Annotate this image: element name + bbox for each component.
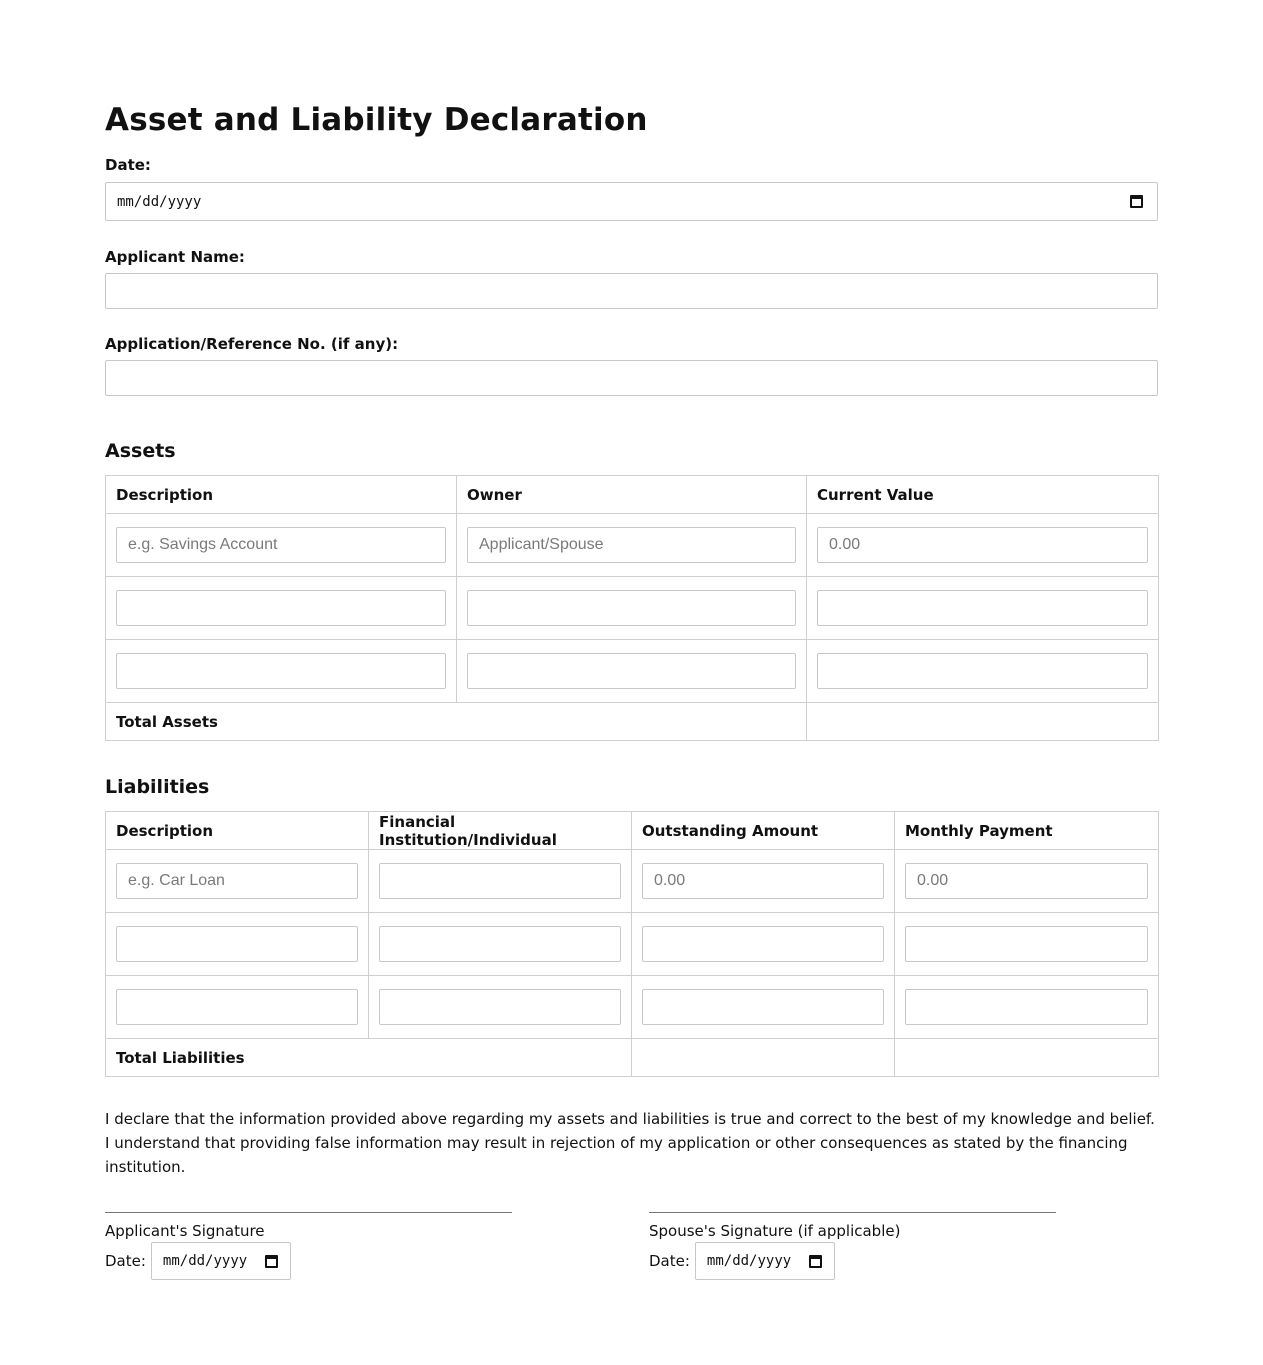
- table-row: [106, 850, 1159, 913]
- assets-header-row: [106, 476, 1159, 514]
- liabilities-total-row: [106, 1039, 1159, 1077]
- liability-description-input[interactable]: [116, 989, 358, 1025]
- applicant-date-placeholder: mm/dd/yyyy: [162, 1253, 248, 1269]
- reference-label: Application/Reference No. (if any):: [105, 335, 399, 353]
- table-cell: [457, 577, 807, 640]
- date-placeholder: mm/dd/yyyy: [117, 193, 202, 210]
- spouse-date-placeholder: mm/dd/yyyy: [706, 1253, 792, 1269]
- calendar-icon[interactable]: [265, 1255, 278, 1268]
- asset-value-input[interactable]: [817, 590, 1148, 626]
- assets-total-row: [106, 703, 1159, 741]
- asset-description-input[interactable]: [116, 590, 446, 626]
- calendar-icon[interactable]: [809, 1255, 822, 1268]
- liability-description-input[interactable]: e.g. Car Loan: [116, 863, 358, 899]
- table-cell: [106, 976, 369, 1039]
- date-input[interactable]: [105, 182, 1158, 221]
- applicant-name-input[interactable]: [105, 273, 1158, 309]
- spouse-signature-date-row: [649, 1242, 1056, 1280]
- page-title: Asset and Liability Declaration: [105, 102, 648, 138]
- table-cell: [457, 514, 807, 577]
- liabilities-title: Liabilities: [105, 776, 210, 798]
- total-monthly-value: [895, 1039, 1159, 1077]
- liabilities-table: [105, 811, 1159, 1077]
- table-row: [106, 913, 1159, 976]
- total-outstanding-value: [632, 1039, 895, 1077]
- asset-owner-input[interactable]: [467, 653, 796, 689]
- assets-table: [105, 475, 1159, 741]
- table-cell: [632, 850, 895, 913]
- asset-owner-input[interactable]: [467, 590, 796, 626]
- liability-description-input[interactable]: [116, 926, 358, 962]
- table-row: [106, 640, 1159, 703]
- table-cell: [895, 976, 1159, 1039]
- table-cell: [369, 976, 632, 1039]
- liabilities-header-institution: Financial Institution/Individual: [369, 812, 632, 850]
- assets-header-description: Description: [106, 476, 457, 514]
- total-assets-label: Total Assets: [106, 703, 807, 741]
- form-container: [105, 98, 1158, 1179]
- total-assets-value: [807, 703, 1159, 741]
- table-cell: [457, 640, 807, 703]
- reference-input[interactable]: [105, 360, 1158, 396]
- spouse-signature-line[interactable]: [649, 1212, 1056, 1213]
- table-cell: [369, 850, 632, 913]
- asset-value-input[interactable]: [817, 653, 1148, 689]
- liability-institution-input[interactable]: [379, 863, 621, 899]
- table-cell: [895, 913, 1159, 976]
- assets-title: Assets: [105, 440, 176, 462]
- assets-header-current-value: Current Value: [807, 476, 1159, 514]
- total-liabilities-label: Total Liabilities: [106, 1039, 632, 1077]
- liabilities-header-description: Description: [106, 812, 369, 850]
- liabilities-header-outstanding: Outstanding Amount: [632, 812, 895, 850]
- table-cell: [369, 913, 632, 976]
- spouse-date-label: Date:: [649, 1252, 690, 1270]
- table-cell: [106, 913, 369, 976]
- applicant-signature-line[interactable]: [105, 1212, 512, 1213]
- spouse-date-input[interactable]: [695, 1242, 835, 1280]
- applicant-date-label: Date:: [105, 1252, 146, 1270]
- asset-description-input[interactable]: [116, 653, 446, 689]
- applicant-signature-date-row: [105, 1242, 512, 1280]
- liability-institution-input[interactable]: [379, 989, 621, 1025]
- table-row: [106, 577, 1159, 640]
- liability-outstanding-input[interactable]: [642, 989, 884, 1025]
- asset-owner-input[interactable]: Applicant/Spouse: [467, 527, 796, 563]
- table-cell: [106, 850, 369, 913]
- spouse-signature-label: Spouse's Signature (if applicable): [649, 1222, 901, 1240]
- date-label: Date:: [105, 156, 151, 174]
- applicant-date-input[interactable]: [151, 1242, 291, 1280]
- liability-monthly-input[interactable]: 0.00: [905, 863, 1148, 899]
- table-cell: [895, 850, 1159, 913]
- applicant-signature-label: Applicant's Signature: [105, 1222, 265, 1240]
- liability-outstanding-input[interactable]: [642, 926, 884, 962]
- calendar-icon[interactable]: [1130, 195, 1143, 208]
- spouse-signature-block: [649, 1212, 1056, 1280]
- liability-monthly-input[interactable]: [905, 926, 1148, 962]
- table-cell: [807, 577, 1159, 640]
- liability-outstanding-input[interactable]: 0.00: [642, 863, 884, 899]
- liability-institution-input[interactable]: [379, 926, 621, 962]
- table-row: [106, 976, 1159, 1039]
- applicant-name-label: Applicant Name:: [105, 248, 245, 266]
- table-cell: [632, 976, 895, 1039]
- table-cell: [807, 514, 1159, 577]
- liabilities-header-row: [106, 812, 1159, 850]
- applicant-signature-block: [105, 1212, 512, 1280]
- declaration-text: I declare that the information provided above regarding my assets and liabilities is true and correct to the best of my knowledge and belief. I understand that providing false information may result in rejection of my application or other consequences as stated by the financing institution.: [105, 1110, 1155, 1176]
- assets-header-owner: Owner: [457, 476, 807, 514]
- liability-monthly-input[interactable]: [905, 989, 1148, 1025]
- table-cell: [106, 577, 457, 640]
- liabilities-header-monthly: Monthly Payment: [895, 812, 1159, 850]
- table-row: [106, 514, 1159, 577]
- asset-description-input[interactable]: e.g. Savings Account: [116, 527, 446, 563]
- table-cell: [106, 514, 457, 577]
- table-cell: [632, 913, 895, 976]
- table-cell: [807, 640, 1159, 703]
- asset-value-input[interactable]: 0.00: [817, 527, 1148, 563]
- table-cell: [106, 640, 457, 703]
